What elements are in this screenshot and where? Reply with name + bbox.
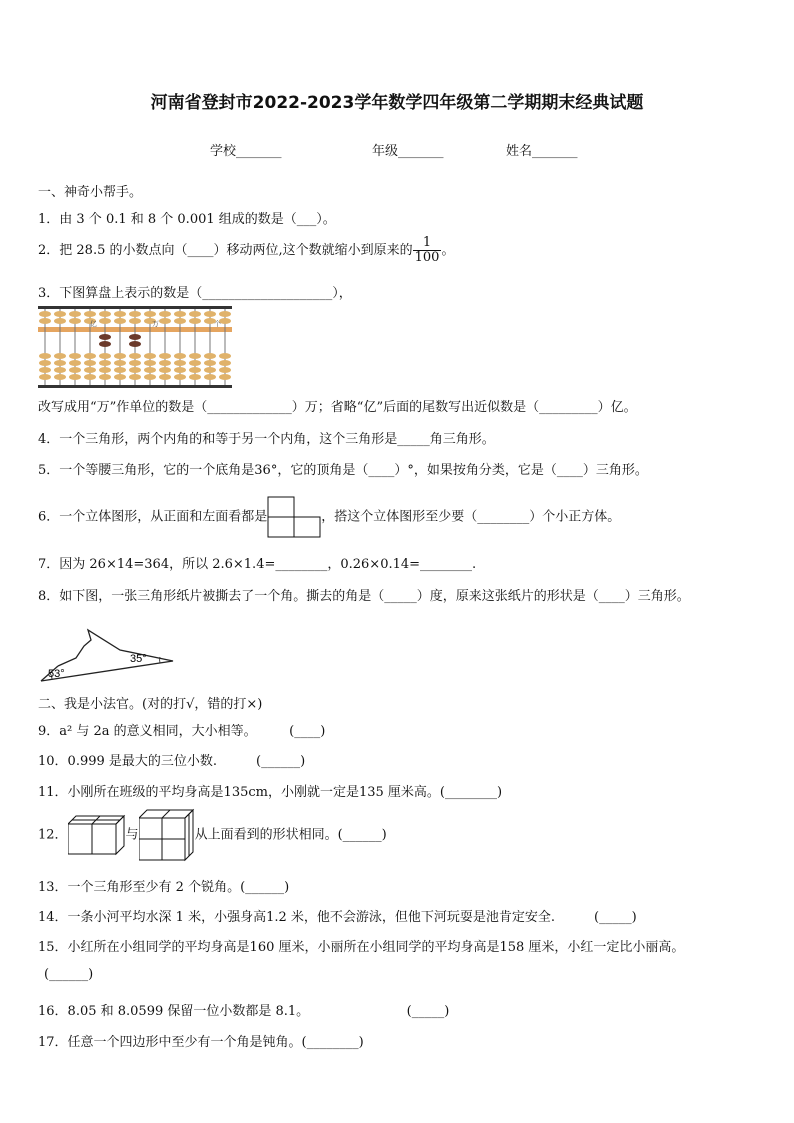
question-3: 3．下图算盘上表示的数是（____________________）， — [38, 286, 352, 301]
abacus-bead — [69, 318, 81, 324]
abacus-bead — [129, 318, 141, 324]
abacus-bead — [129, 353, 141, 359]
question-12-text: 从上面看到的形状相同。(______) — [194, 827, 387, 843]
abacus-bead — [219, 374, 231, 380]
abacus-bead — [99, 360, 111, 366]
question-7: 7．因为 26×14=364，所以 2.6×1.4=________，0.26×0.14=________. — [38, 557, 477, 572]
abacus-bead — [159, 318, 171, 324]
question-2-text: 2．把 28.5 的小数点向（____）移动两位,这个数就缩小到原来的 — [38, 243, 413, 258]
abacus-bead-active — [129, 334, 141, 340]
fraction-numerator: 1 — [413, 236, 442, 251]
abacus-label-wan: 万 — [152, 320, 159, 328]
question-12-with: 与 — [125, 827, 139, 843]
abacus-bead — [39, 318, 51, 324]
abacus-bead — [204, 367, 216, 373]
abacus-bead — [174, 353, 186, 359]
abacus-bead — [84, 311, 96, 317]
abacus-bead — [54, 353, 66, 359]
abacus-bead — [69, 353, 81, 359]
abacus-bead — [174, 374, 186, 380]
question-17: 17．任意一个四边形中至少有一个角是钝角。(________) — [38, 1035, 364, 1050]
abacus-bead — [39, 360, 51, 366]
abacus-bead — [84, 374, 96, 380]
question-12 — [38, 808, 387, 862]
question-6-text-b: ，搭这个立体图形至少要（________）个小正方体。 — [321, 509, 621, 525]
abacus-bead — [84, 360, 96, 366]
question-15-answer: (______) — [44, 967, 94, 982]
abacus-bead — [114, 353, 126, 359]
question-6 — [38, 496, 620, 538]
grade-field[interactable]: 年级_______ — [372, 144, 444, 159]
abacus-bead — [114, 367, 126, 373]
question-2 — [38, 236, 454, 265]
question-13: 13．一个三角形至少有 2 个锐角。(______) — [38, 880, 290, 895]
school-field[interactable]: 学校_______ — [210, 144, 282, 159]
abacus-bead — [114, 318, 126, 324]
abacus-bead — [189, 318, 201, 324]
question-12-number: 12． — [38, 827, 68, 843]
angle-label-53: 53° — [48, 668, 65, 680]
question-10: 10．0.999 是最大的三位小数. (______) — [38, 754, 306, 769]
abacus-label-ge: 个 — [214, 320, 221, 328]
question-15: 15．小红所在小组同学的平均身高是160 厘米，小丽所在小组同学的平均身高是158 厘米，小红一定比小丽高。 — [38, 940, 685, 955]
abacus-bead — [189, 353, 201, 359]
abacus-bead — [144, 367, 156, 373]
abacus-bead — [129, 374, 141, 380]
abacus-bead — [99, 318, 111, 324]
abacus-bead — [69, 311, 81, 317]
abacus-bead — [99, 353, 111, 359]
abacus-bead — [69, 360, 81, 366]
section-2-heading: 二、我是小法官。(对的打√，错的打×) — [38, 697, 263, 712]
fraction — [413, 236, 442, 265]
abacus-bead — [39, 353, 51, 359]
abacus-bead — [204, 360, 216, 366]
abacus-bead — [54, 318, 66, 324]
abacus-bead — [54, 311, 66, 317]
question-9: 9．a² 与 2a 的意义相同，大小相等。 (____) — [38, 724, 326, 739]
abacus-bead — [174, 318, 186, 324]
question-3-rewrite: 改写成用“万”作单位的数是（_____________）万；省略“亿”后面的尾数写出近似数是（_________）亿。 — [38, 400, 637, 415]
fraction-denominator: 100 — [414, 250, 440, 265]
abacus-bead — [219, 311, 231, 317]
abacus-bead — [84, 353, 96, 359]
abacus-bead — [129, 360, 141, 366]
abacus-bead — [114, 360, 126, 366]
abacus-bead — [114, 311, 126, 317]
abacus-bead — [204, 374, 216, 380]
abacus-bead — [159, 353, 171, 359]
abacus-bead — [159, 367, 171, 373]
abacus-bead-active — [99, 341, 111, 347]
torn-triangle-figure — [38, 628, 178, 684]
abacus-bead — [69, 374, 81, 380]
question-6-text-a: 6．一个立体图形，从正面和左面看都是 — [38, 509, 268, 525]
name-field[interactable]: 姓名_______ — [506, 144, 578, 159]
abacus-bead — [204, 353, 216, 359]
abacus-bead — [39, 374, 51, 380]
section-1-heading: 一、神奇小帮手。 — [38, 185, 143, 200]
abacus-bead — [54, 367, 66, 373]
angle-label-35: 35° — [130, 653, 147, 665]
abacus-bead — [204, 311, 216, 317]
abacus-bead — [144, 353, 156, 359]
abacus-bead — [129, 367, 141, 373]
page-title: 河南省登封市2022-2023学年数学四年级第二学期期末经典试题 — [150, 93, 644, 113]
front-view-shape — [267, 496, 321, 538]
abacus-bead — [99, 374, 111, 380]
abacus-bead — [174, 311, 186, 317]
abacus-bead — [159, 360, 171, 366]
abacus-bead — [174, 367, 186, 373]
abacus-bead — [39, 367, 51, 373]
abacus-bead — [219, 353, 231, 359]
abacus-bead-active — [99, 334, 111, 340]
abacus-bead — [69, 367, 81, 373]
abacus-label-yi: 亿 — [90, 320, 97, 328]
abacus-bead — [144, 311, 156, 317]
abacus-bead — [159, 374, 171, 380]
abacus-bead — [99, 367, 111, 373]
question-1: 1．由 3 个 0.1 和 8 个 0.001 组成的数是（___）。 — [38, 212, 336, 227]
question-4: 4．一个三角形，两个内角的和等于另一个内角，这个三角形是_____角三角形。 — [38, 432, 495, 447]
abacus-bead — [99, 311, 111, 317]
abacus-bead — [189, 311, 201, 317]
question-8: 8．如下图，一张三角形纸片被撕去了一个角。撕去的角是（_____）度，原来这张纸片的形状是（____）三角形。 — [38, 589, 690, 604]
abacus-bead — [84, 367, 96, 373]
abacus-figure — [38, 306, 232, 388]
question-2-end: 。 — [441, 243, 455, 258]
abacus-bead — [129, 311, 141, 317]
question-14: 14．一条小河平均水深 1 米，小强身高1.2 米，他不会游泳，但他下河玩耍是池肯定安全. (_____) — [38, 910, 637, 925]
abacus-bead-active — [129, 341, 141, 347]
abacus-bead — [189, 374, 201, 380]
abacus-bead — [219, 360, 231, 366]
abacus-bead — [189, 367, 201, 373]
cube-stack-3d-a — [68, 814, 126, 856]
abacus-bead — [114, 374, 126, 380]
abacus-bead — [159, 311, 171, 317]
abacus-bead — [54, 374, 66, 380]
abacus-bead — [189, 360, 201, 366]
abacus-bead — [174, 360, 186, 366]
abacus-bead — [54, 360, 66, 366]
abacus-bead — [219, 367, 231, 373]
abacus-bead — [144, 360, 156, 366]
abacus-bead — [144, 374, 156, 380]
question-11: 11．小刚所在班级的平均身高是135cm，小刚就一定是135 厘米高。(________) — [38, 785, 503, 800]
abacus-bead — [39, 311, 51, 317]
cube-stack-3d-b — [139, 808, 195, 862]
question-16: 16．8.05 和 8.0599 保留一位小数都是 8.1。 (_____) — [38, 1004, 450, 1019]
question-5: 5．一个等腰三角形，它的一个底角是36°，它的顶角是（____）°，如果按角分类，它是（____）三角形。 — [38, 463, 648, 478]
